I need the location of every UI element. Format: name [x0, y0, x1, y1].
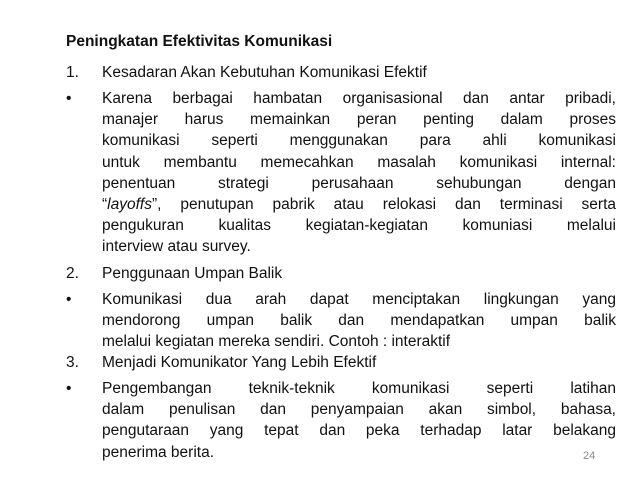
paragraph-line: penentuan strategi perusahaan sehubungan dengan — [102, 174, 616, 192]
italic-term: layoffs — [107, 196, 152, 214]
paragraph-line: pengukuran kualitas kegiatan-kegiatan komuniasi melalui — [102, 217, 616, 235]
bullet-marker: • — [66, 380, 72, 397]
heading-text: Menjadi Komunikator Yang Lebih Efektif — [102, 354, 377, 371]
paragraph-line: dalam penulisan dan penyampaian akan simbol, bahasa, — [102, 401, 616, 419]
paragraph-line: pengutaraan yang tepat dan peka terhadap latar belakang — [102, 422, 616, 440]
paragraph-line: “layoffs”, penutupan pabrik atau relokasi dan terminasi serta — [102, 196, 616, 214]
paragraph-line: mendorong umpan balik dan mendapatkan umpan balik — [102, 312, 616, 330]
paragraph-text — [102, 289, 616, 353]
paragraph-line: interview atau survey. — [102, 238, 251, 256]
paragraph-line: untuk membantu memecahkan masalah komunikasi internal: — [102, 153, 616, 171]
paragraph-text — [102, 88, 616, 258]
paragraph-line: komunikasi seperti menggunakan para ahli komunikasi — [102, 132, 616, 150]
paragraph-line: manajer harus memainkan peran penting dalam proses — [102, 111, 616, 129]
paragraph-text — [102, 378, 616, 463]
list-number: 2. — [66, 265, 79, 282]
page-number: 24 — [583, 450, 596, 462]
list-number: 1. — [66, 64, 79, 81]
bullet-marker: • — [66, 291, 72, 308]
heading-text: Penggunaan Umpan Balik — [102, 265, 283, 282]
slide-title: Peningkatan Efektivitas Komunikasi — [66, 33, 333, 50]
bullet-marker: • — [66, 90, 72, 107]
list-number: 3. — [66, 354, 79, 371]
paragraph-line: Pengembangan teknik-teknik komunikasi seperti latihan — [102, 380, 616, 397]
paragraph-line: Komunikasi dua arah dapat menciptakan lingkungan yang — [102, 291, 616, 308]
paragraph-line: melalui kegiatan mereka sendiri. Contoh : interaktif — [102, 333, 451, 351]
heading-text: Kesadaran Akan Kebutuhan Komunikasi Efektif — [102, 64, 427, 81]
paragraph-line: Karena berbagai hambatan organisasional dan antar pribadi, — [102, 90, 616, 107]
paragraph-line: penerima berita. — [102, 443, 215, 461]
